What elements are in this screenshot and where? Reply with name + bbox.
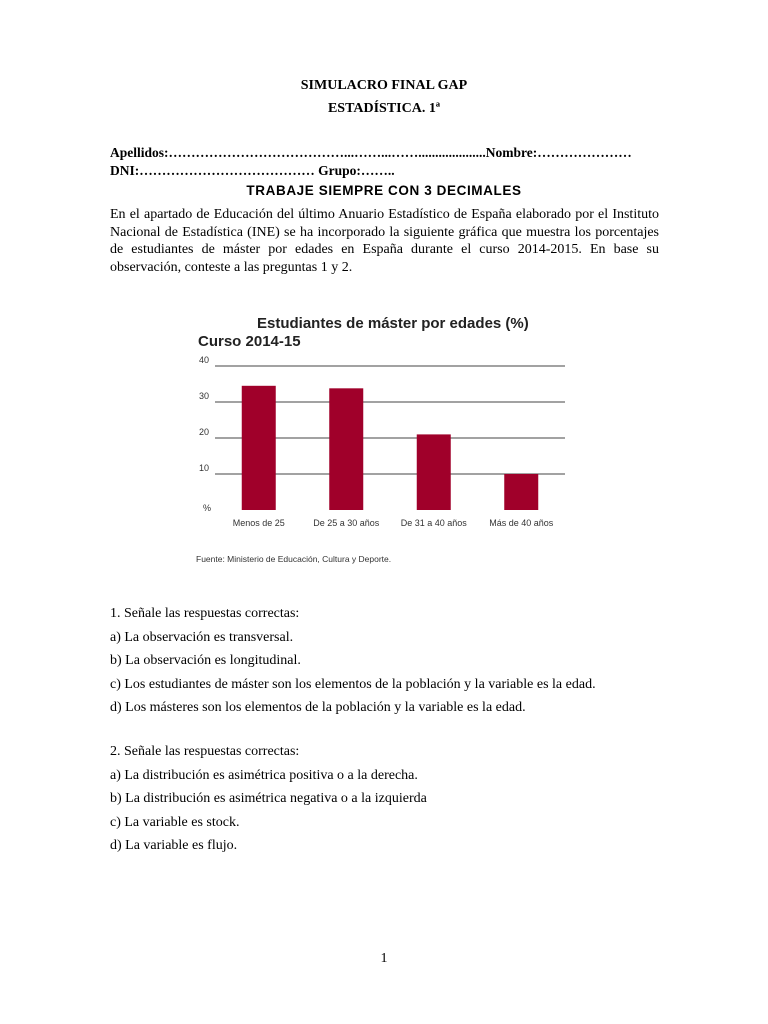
question-2-option-b: b) La distribución es asimétrica negativa o a la izquierda bbox=[110, 791, 427, 806]
id-group-fields-line: DNI:………………………………… Grupo:…….. bbox=[110, 163, 395, 178]
chart-subtitle: Curso 2014-15 bbox=[198, 333, 301, 350]
question-2-option-d: d) La variable es flujo. bbox=[110, 838, 238, 853]
question-2-option-c: c) La variable es stock. bbox=[110, 814, 240, 830]
intro-paragraph: En el apartado de Educación del último Anuario Estadístico de España elaborado por el Instituto Nacional de Estadística (INE) se ha incorporado la siguiente gráfica que muestra los porcentajes de estudiantes de máster por edades en España durante el curso 2014-2015. En base su observación, conteste a las preguntas 1 y 2. bbox=[110, 207, 659, 275]
chart-source: Fuente: Ministerio de Educación, Cultura y Deporte. bbox=[196, 554, 392, 564]
y-tick-label: 40 bbox=[199, 355, 210, 365]
question-1 bbox=[110, 606, 670, 724]
y-tick-label: 10 bbox=[199, 463, 210, 473]
question-2 bbox=[110, 744, 670, 862]
question-1-option-a: a) La observación es transversal. bbox=[110, 629, 294, 645]
bar-chart-svg bbox=[193, 308, 573, 573]
question-2-stem: 2. Señale las respuestas correctas: bbox=[110, 744, 300, 759]
bar-4 bbox=[504, 474, 538, 510]
bar-3 bbox=[417, 434, 451, 510]
document-title: SIMULACRO FINAL GAP bbox=[300, 78, 468, 93]
y-tick-label: 30 bbox=[199, 391, 210, 401]
y-tick-label: 20 bbox=[199, 427, 210, 437]
name-fields-line: Apellidos:…………………………………...……...……....................Nombre:………………… bbox=[110, 145, 632, 160]
decimals-instruction: TRABAJE SIEMPRE CON 3 DECIMALES bbox=[246, 183, 522, 198]
question-1-stem: 1. Señale las respuestas correctas: bbox=[110, 606, 300, 621]
x-category-label: Menos de 25 bbox=[232, 518, 285, 528]
chart-title: Estudiantes de máster por edades (%) bbox=[257, 315, 529, 332]
bar-chart bbox=[193, 308, 573, 573]
document-subtitle: ESTADÍSTICA. 1ª bbox=[327, 101, 441, 116]
question-1-option-c: c) Los estudiantes de máster son los elementos de la población y la variable es la edad. bbox=[110, 676, 596, 692]
x-category-label: De 31 a 40 años bbox=[400, 518, 467, 528]
x-category-label: De 25 a 30 años bbox=[313, 518, 380, 528]
bar-2 bbox=[329, 388, 363, 510]
page-number: 1 bbox=[380, 951, 388, 966]
question-2-option-a: a) La distribución es asimétrica positiva o a la derecha. bbox=[110, 767, 418, 783]
question-1-option-b: b) La observación es longitudinal. bbox=[110, 653, 301, 668]
x-category-label: Más de 40 años bbox=[489, 518, 554, 528]
y-axis-unit: % bbox=[203, 503, 212, 513]
bar-1 bbox=[242, 386, 276, 510]
question-1-option-d: d) Los másteres son los elementos de la población y la variable es la edad. bbox=[110, 700, 526, 715]
